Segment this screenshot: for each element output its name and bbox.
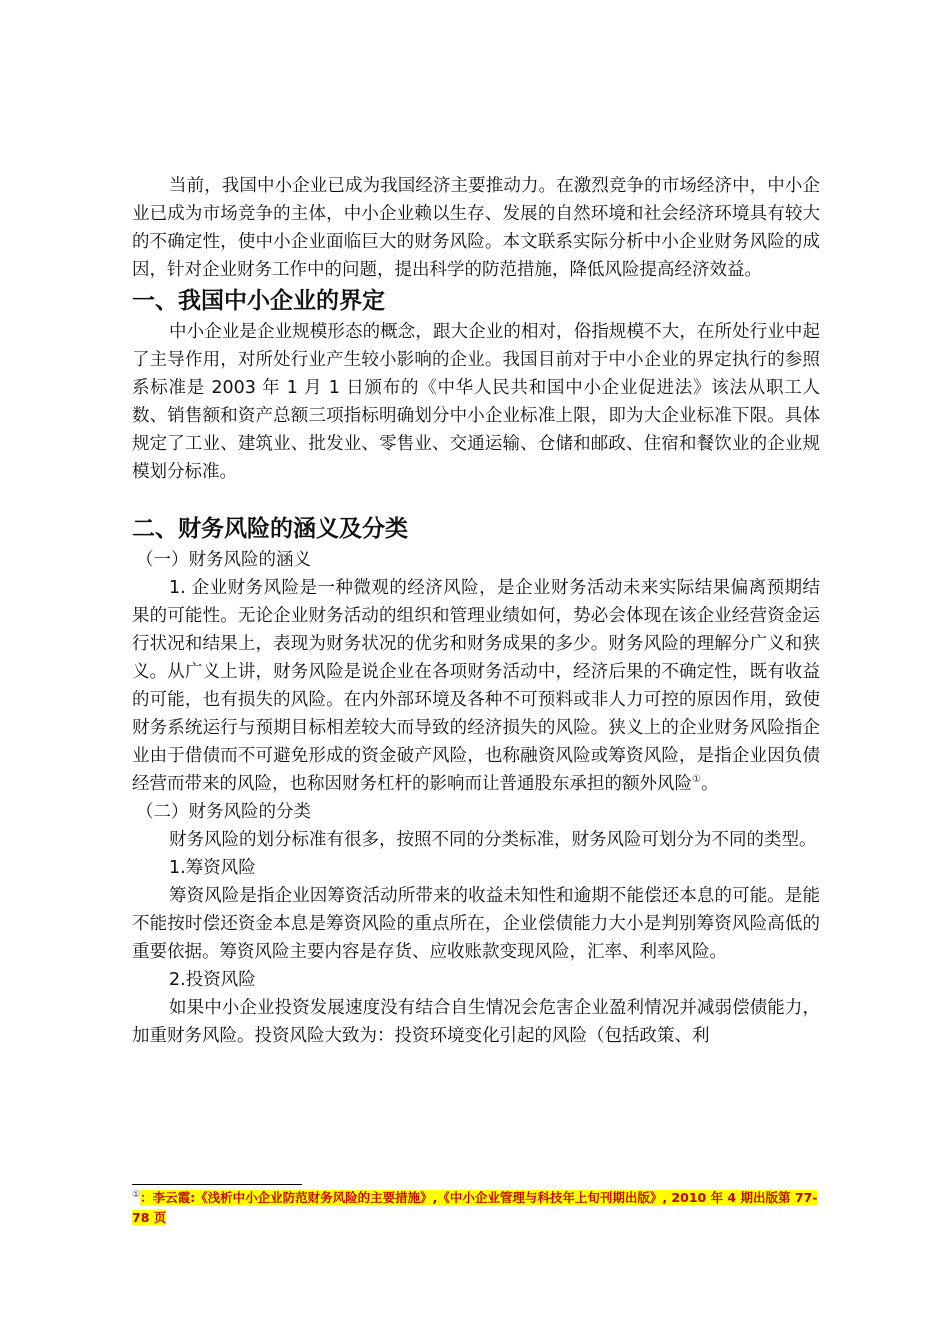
- subsection-2-paragraph: 财务风险的划分标准有很多，按照不同的分类标准，财务风险可划分为不同的类型。: [169, 830, 817, 850]
- footnote: [132, 1188, 820, 1228]
- subsection-1-paragraph: [132, 574, 820, 798]
- footnote-divider: [132, 1184, 302, 1185]
- item-1-paragraph: 筹资风险是指企业因筹资活动所带来的收益未知性和逾期不能偿还本息的可能。是能不能按时偿还资金本息是筹资风险的重点所在，企业偿债能力大小是判别筹资风险高低的重要依据。筹资风险主要内容是存货、应收账款变现风险，汇率、利率风险。: [132, 886, 820, 962]
- footnote-text: ：李云霞:《浅析中小企业防范财务风险的主要措施》,《中小企业管理与科技年上旬刊期出版》, 2010 年 4 期出版第 77-78 页: [132, 1190, 818, 1225]
- subsection-2-title: （二）财务风险的分类: [136, 802, 311, 822]
- section-2-heading: 二、财务风险的涵义及分类: [132, 516, 408, 542]
- section-1-heading: 一、我国中小企业的界定: [132, 288, 385, 314]
- item-2-paragraph: 如果中小企业投资发展速度没有结合自生情况会危害企业盈利情况并减弱偿债能力，加重财务风险。投资风险大致为：投资环境变化引起的风险（包括政策、利: [132, 998, 820, 1046]
- item-2-title: 2.投资风险: [169, 970, 256, 990]
- item-1-title: 1.筹资风险: [169, 858, 256, 878]
- footnote-reference[interactable]: ①: [692, 774, 701, 786]
- subsection-1-end: 。: [700, 774, 719, 794]
- document-body: [132, 172, 820, 1050]
- footnote-mark: ①: [132, 1189, 141, 1200]
- subsection-1-text: 1. 企业财务风险是一种微观的经济风险，是企业财务活动未来实际结果偏离预期结果的可能性。无论企业财务活动的组织和管理业绩如何，势必会体现在该企业经营资金运行状况和结果上，表现为财务状况的优劣和财务成果的多少。财务风险的理解分广义和狭义。从广义上讲，财务风险是说企业在各项财务活动中，经济后果的不确定性，既有收益的可能，也有损失的风险。在内外部环境及各种不可预料或非人力可控的原因作用，致使财务系统运行与预期目标相差较大而导致的经济损失的风险。狭义上的企业财务风险指企业由于借债而不可避免形成的资金破产风险，也称融资风险或筹资风险，是指企业因负债经营而带来的风险，也称因财务杠杆的影响而让普通股东承担的额外风险: [132, 578, 820, 794]
- intro-paragraph: 当前，我国中小企业已成为我国经济主要推动力。在激烈竞争的市场经济中，中小企业已成为市场竞争的主体，中小企业赖以生存、发展的自然环境和社会经济环境具有较大的不确定性，使中小企业面临巨大的财务风险。本文联系实际分析中小企业财务风险的成因，针对企业财务工作中的问题，提出科学的防范措施，降低风险提高经济效益。: [132, 176, 820, 280]
- subsection-1-title: （一）财务风险的涵义: [136, 550, 311, 570]
- section-1-paragraph: 中小企业是企业规模形态的概念，跟大企业的相对，俗指规模不大，在所处行业中起了主导作用，对所处行业产生较小影响的企业。我国目前对于中小企业的界定执行的参照系标准是 2003 年 1 月 1 日颁布的《中华人民共和国中小企业促进法》该法从职工人数、销售额和资产总额三项指标明确划分中小企业标准上限，即为大企业标准下限。具体规定了工业、建筑业、批发业、零售业、交通运输、仓储和邮政、住宿和餐饮业的企业规模划分标准。: [132, 322, 820, 482]
- spacer: [132, 486, 820, 512]
